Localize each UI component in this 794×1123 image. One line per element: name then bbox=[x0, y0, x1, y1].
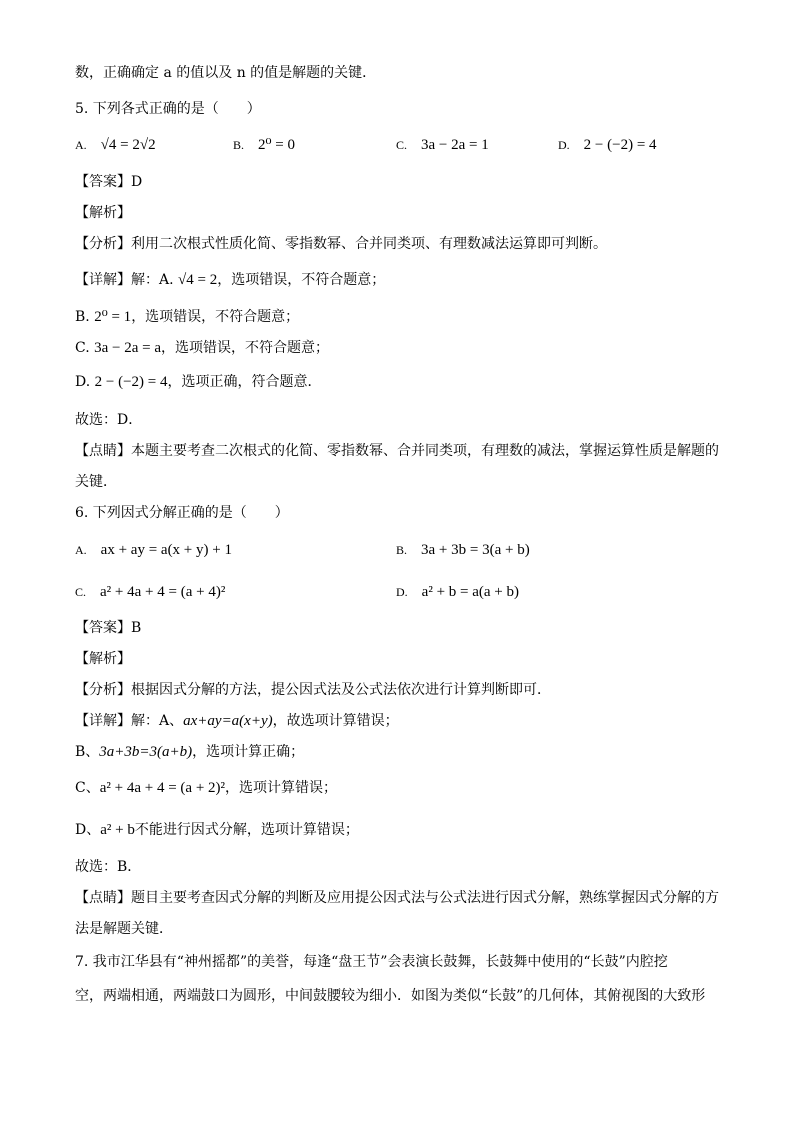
question-5-stem: 5. 下列各式正确的是（ ） bbox=[75, 101, 261, 117]
q6-detail-b-suffix: ，选项计算正确； bbox=[192, 744, 305, 760]
q6-answer: 【答案】B bbox=[75, 620, 142, 636]
q6-analysis: 【分析】根据因式分解的方法，提公因式法及公式法依次进行计算判断即可． bbox=[75, 682, 551, 698]
q5-detail-c-math: 3a − 2a = a bbox=[94, 340, 162, 356]
q6-option-d bbox=[396, 582, 519, 602]
q6-comment-line-2: 法是解题关键． bbox=[75, 921, 173, 937]
q6-option-c-label: C. bbox=[75, 585, 87, 599]
q6-option-a-math: ax + ay = a(x + y) + 1 bbox=[100, 542, 232, 558]
q5-option-b-label: B. bbox=[233, 138, 245, 152]
q6-option-b-math: 3a + 3b = 3(a + b) bbox=[421, 542, 530, 558]
q6-detail-a-suffix: ，故选项计算错误； bbox=[272, 713, 399, 729]
q6-detail-b-prefix: B、 bbox=[75, 744, 100, 760]
q6-detail-b-math: 3a+3b=3(a+b) bbox=[99, 744, 193, 760]
q5-option-c-math: 3a − 2a = 1 bbox=[421, 137, 489, 153]
q5-detail-b-math: 2⁰ = 1 bbox=[94, 309, 132, 325]
q5-detail-d bbox=[75, 372, 322, 392]
q6-jiexi-heading: 【解析】 bbox=[75, 651, 131, 667]
q5-choose: 故选：D． bbox=[75, 412, 143, 428]
question-6-stem: 6. 下列因式分解正确的是（ ） bbox=[75, 505, 289, 521]
q6-option-c-math: a² + 4a + 4 = (a + 4)² bbox=[100, 584, 226, 600]
q5-comment-line-1: 【点睛】本题主要考查二次根式的化简、零指数幂、合并同类项，有理数的减法，掌握运算性质是解题的 bbox=[75, 443, 719, 459]
q5-detail-c-suffix: ，选项错误，不符合题意； bbox=[161, 340, 330, 356]
q5-detail-a-suffix: ，选项错误，不符合题意； bbox=[217, 272, 386, 288]
question-7-stem-line-1: 7. 我市江华县有“神州摇都”的美誉，每逢“盘王节”会表演长鼓舞，长鼓舞中使用的“长鼓”内腔挖 bbox=[75, 954, 668, 970]
q5-answer: 【答案】D bbox=[75, 174, 143, 190]
q5-option-c-label: C. bbox=[396, 138, 408, 152]
q6-detail-a bbox=[75, 711, 399, 731]
q5-option-b-math: 2⁰ = 0 bbox=[258, 137, 295, 153]
q6-comment-line-1: 【点睛】题目主要考查因式分解的判断及应用提公因式法与公式法进行因式分解，熟练掌握因式分解的方 bbox=[75, 890, 719, 906]
q5-option-d bbox=[558, 135, 657, 155]
q6-detail-c-suffix: ，选项计算错误； bbox=[225, 780, 338, 796]
q6-option-b bbox=[396, 540, 530, 560]
q5-detail-d-prefix: D. bbox=[75, 374, 95, 390]
q6-detail-c-prefix: C、 bbox=[75, 780, 100, 796]
q6-detail-a-prefix: 【详解】解：A、 bbox=[75, 713, 184, 729]
q6-detail-a-math: ax+ay=a(x+y) bbox=[183, 713, 273, 729]
q6-detail-d-prefix: D、 bbox=[75, 822, 101, 838]
q5-detail-b bbox=[75, 307, 299, 327]
q6-option-d-label: D. bbox=[396, 585, 408, 599]
q5-detail-a bbox=[75, 270, 385, 290]
q6-option-c bbox=[75, 582, 225, 602]
q5-option-d-label: D. bbox=[558, 138, 570, 152]
q6-detail-d-math: a² + b bbox=[100, 822, 135, 838]
q5-option-b bbox=[233, 135, 295, 155]
q6-choose: 故选：B． bbox=[75, 859, 142, 875]
continuation-text: 数，正确确定 a 的值以及 n 的值是解题的关键． bbox=[75, 65, 377, 81]
q5-detail-a-math: √4 = 2 bbox=[178, 272, 218, 288]
q5-option-c bbox=[396, 135, 489, 155]
q5-jiexi-heading: 【解析】 bbox=[75, 205, 131, 221]
q5-detail-b-suffix: ，选项错误，不符合题意； bbox=[131, 309, 300, 325]
q6-detail-d bbox=[75, 820, 359, 840]
q6-detail-c bbox=[75, 778, 337, 798]
q5-detail-b-prefix: B. bbox=[75, 309, 95, 325]
q5-detail-d-math: 2 − (−2) = 4 bbox=[94, 374, 168, 390]
q5-detail-c-prefix: C. bbox=[75, 340, 95, 356]
question-7-stem-line-2: 空，两端相通，两端鼓口为圆形，中间鼓腰较为细小．如图为类似“长鼓”的几何体，其俯视图的大致形 bbox=[75, 988, 706, 1004]
q5-option-a-math: √4 = 2√2 bbox=[100, 137, 156, 153]
q5-option-d-math: 2 − (−2) = 4 bbox=[583, 137, 657, 153]
q6-option-a bbox=[75, 540, 232, 560]
q5-option-a bbox=[75, 135, 156, 155]
q5-detail-d-suffix: ，选项正确，符合题意． bbox=[167, 374, 322, 390]
q5-detail-a-prefix: 【详解】解：A. bbox=[75, 272, 179, 288]
q6-option-d-math: a² + b = a(a + b) bbox=[421, 584, 520, 600]
q6-detail-c-math: a² + 4a + 4 = (a + 2)² bbox=[99, 780, 226, 796]
q6-detail-b bbox=[75, 742, 304, 762]
q5-detail-c bbox=[75, 338, 329, 358]
q5-option-a-label: A. bbox=[75, 138, 87, 152]
q5-comment-line-2: 关键． bbox=[75, 474, 117, 490]
q6-option-b-label: B. bbox=[396, 543, 408, 557]
q6-option-a-label: A. bbox=[75, 543, 87, 557]
q5-analysis: 【分析】利用二次根式性质化简、零指数幂、合并同类项、有理数减法运算即可判断。 bbox=[75, 236, 607, 252]
q6-detail-d-suffix: 不能进行因式分解，选项计算错误； bbox=[134, 822, 359, 838]
